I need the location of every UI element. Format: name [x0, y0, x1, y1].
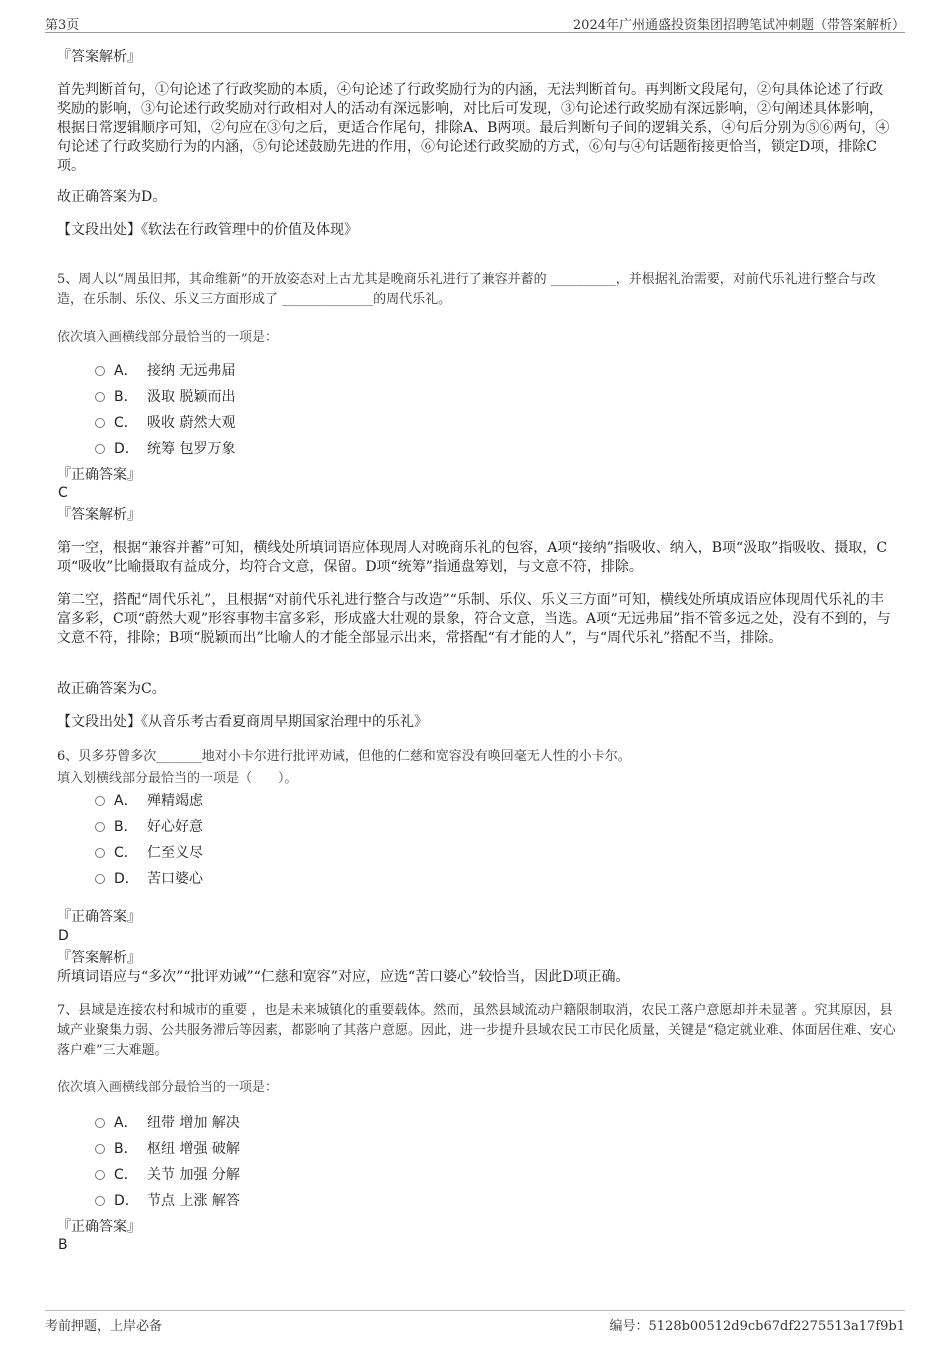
footer-code: 编号：5128b00512d9cb67df2275513a17f9b1: [609, 1319, 905, 1334]
option-letter: D．: [114, 871, 139, 887]
option-text: 好心好意: [147, 819, 203, 835]
option-letter: A．: [114, 793, 138, 809]
radio-icon[interactable]: [95, 392, 105, 402]
option-text: 接纳 无远弗届: [147, 363, 236, 379]
q7-stem: 7、县域是连接农村和城市的重要 ，也是未来城镇化的重要载体。然而，虽然县域流动户籍限制取消，农民工落户意愿却并未显著 。究其原因，县域产业聚集力弱、公共服务滞后等因素，都影响了其落户意愿。因此，进一步提升县域农民工市民化质量，关键是“稳定就业难、体面居住难、安心落户难”三大难题。: [57, 1003, 896, 1058]
q5-source: 【文段出处】《从音乐考古看夏商周早期国家治理中的乐礼》: [57, 714, 428, 730]
q6-analysis-label: 『答案解析』: [57, 950, 141, 966]
q5-stem: 5、周人以“周虽旧邦，其命维新”的开放姿态对上古尤其是晚商乐礼进行了兼容并蓄的 __________，并根据礼治需要，对前代乐礼进行整合与改造，在乐制、乐仪、乐义三方面形成了 ______________的周代乐礼。: [57, 272, 876, 307]
option-letter: B．: [114, 1141, 138, 1157]
q7-correct-label: 『正确答案』: [57, 1219, 141, 1235]
q7-correct-answer: B: [58, 1237, 68, 1253]
radio-icon[interactable]: [95, 366, 105, 376]
q4-source: 【文段出处】《软法在行政管理中的价值及体现》: [57, 222, 358, 238]
radio-icon[interactable]: [95, 822, 105, 832]
q7-prompt: 依次填入画横线部分最恰当的一项是：: [57, 1080, 279, 1095]
option-letter: C．: [114, 415, 138, 431]
q6-correct-answer: D: [58, 928, 69, 944]
q5-correct-answer: C: [58, 485, 68, 501]
option-letter: B．: [114, 389, 138, 405]
option-text: 苦口婆心: [147, 871, 203, 887]
option-text: 节点 上涨 解答: [147, 1193, 240, 1209]
q6-analysis-text: 所填词语应与“多次”“批评劝诫”“仁慈和宽容”对应，应选“苦口婆心”较恰当，因此D项正确。: [57, 969, 630, 985]
q6-correct-label: 『正确答案』: [57, 909, 141, 925]
q4-conclusion: 故正确答案为D。: [57, 189, 167, 205]
q5-analysis-label: 『答案解析』: [57, 507, 141, 523]
radio-icon[interactable]: [95, 874, 105, 884]
radio-icon[interactable]: [95, 1170, 105, 1180]
option-text: 纽带 增加 解决: [147, 1115, 240, 1131]
page-number: 第3页: [45, 18, 80, 33]
radio-icon[interactable]: [95, 1196, 105, 1206]
option-letter: C．: [114, 845, 138, 861]
page-footer: [45, 1310, 905, 1333]
radio-icon[interactable]: [95, 1118, 105, 1128]
option-text: 枢纽 增强 破解: [147, 1141, 240, 1157]
option-text: 关节 加强 分解: [147, 1167, 240, 1183]
option-letter: C．: [114, 1167, 138, 1183]
option-text: 汲取 脱颖而出: [147, 389, 236, 405]
option-letter: D．: [114, 1193, 139, 1209]
q5-analysis-p1: 第一空，根据“兼容并蓄”可知，横线处所填词语应体现周人对晚商乐礼的包容，A项“接纳”指吸收、纳入，B项“汲取”指吸收、摄取，C项“吸收”比喻摄取有益成分，均符合文意，保留。D项“统筹”指通盘筹划，与文意不符，排除。: [57, 540, 888, 575]
option-text: 统筹 包罗万象: [147, 441, 236, 457]
page-header: [45, 12, 905, 33]
option-letter: D．: [114, 441, 139, 457]
option-letter: A．: [114, 363, 138, 379]
option-letter: A．: [114, 1115, 138, 1131]
radio-icon[interactable]: [95, 1144, 105, 1154]
option-text: 吸收 蔚然大观: [147, 415, 236, 431]
q4-analysis-text: 首先判断首句，①句论述了行政奖励的本质，④句论述了行政奖励行为的内涵，无法判断首句。再判断文段尾句，②句具体论述了行政奖励的影响，③句论述行政奖励对行政相对人的活动有深远影响，对比后可发现，③句论述行政奖励有深远影响，②句阐述具体影响，根据日常逻辑顺序可知，②句应在③句之后，更适合作尾句，排除A、B两项。最后判断句子间的逻辑关系，④句后分别为⑤⑥两句，④句论述了行政奖励行为的内涵，⑤句论述鼓励先进的作用，⑥句论述行政奖励的方式，⑥句与④句话题衔接更恰当，锁定D项，排除C项。: [57, 82, 890, 174]
q5-correct-label: 『正确答案』: [57, 467, 141, 483]
q5-conclusion: 故正确答案为C。: [57, 681, 166, 697]
q6-prompt: 填入划横线部分最恰当的一项是（ ）。: [57, 771, 298, 786]
document-title: 2024年广州通盛投资集团招聘笔试冲刺题（带答案解析）: [572, 18, 905, 33]
q6-stem: 6、贝多芬曾多次_______地对小卡尔进行批评劝诫，但他的仁慈和宽容没有唤回毫无人性的小卡尔。: [57, 749, 631, 764]
option-text: 仁至义尽: [147, 845, 203, 861]
radio-icon[interactable]: [95, 418, 105, 428]
option-text: 殚精竭虑: [147, 793, 203, 809]
radio-icon[interactable]: [95, 848, 105, 858]
q4-analysis-label: 『答案解析』: [57, 49, 141, 65]
q5-analysis-p2: 第二空，搭配“周代乐礼”，且根据“对前代乐礼进行整合与改造”“乐制、乐仪、乐义三方面”可知，横线处所填成语应体现周代乐礼的丰富多彩，C项“蔚然大观”形容事物丰富多彩，形成盛大壮观的景象，符合文意，当选。A项“无远弗届”指不管多远之处，没有不到的，与文意不符，排除；B项“脱颖而出”比喻人的才能全部显示出来，常搭配“有才能的人”，与“周代乐礼”搭配不当，排除。: [57, 592, 891, 646]
q5-prompt: 依次填入画横线部分最恰当的一项是：: [57, 330, 279, 345]
radio-icon[interactable]: [95, 796, 105, 806]
option-letter: B．: [114, 819, 138, 835]
radio-icon[interactable]: [95, 444, 105, 454]
footer-slogan: 考前押题，上岸必备: [45, 1319, 163, 1334]
